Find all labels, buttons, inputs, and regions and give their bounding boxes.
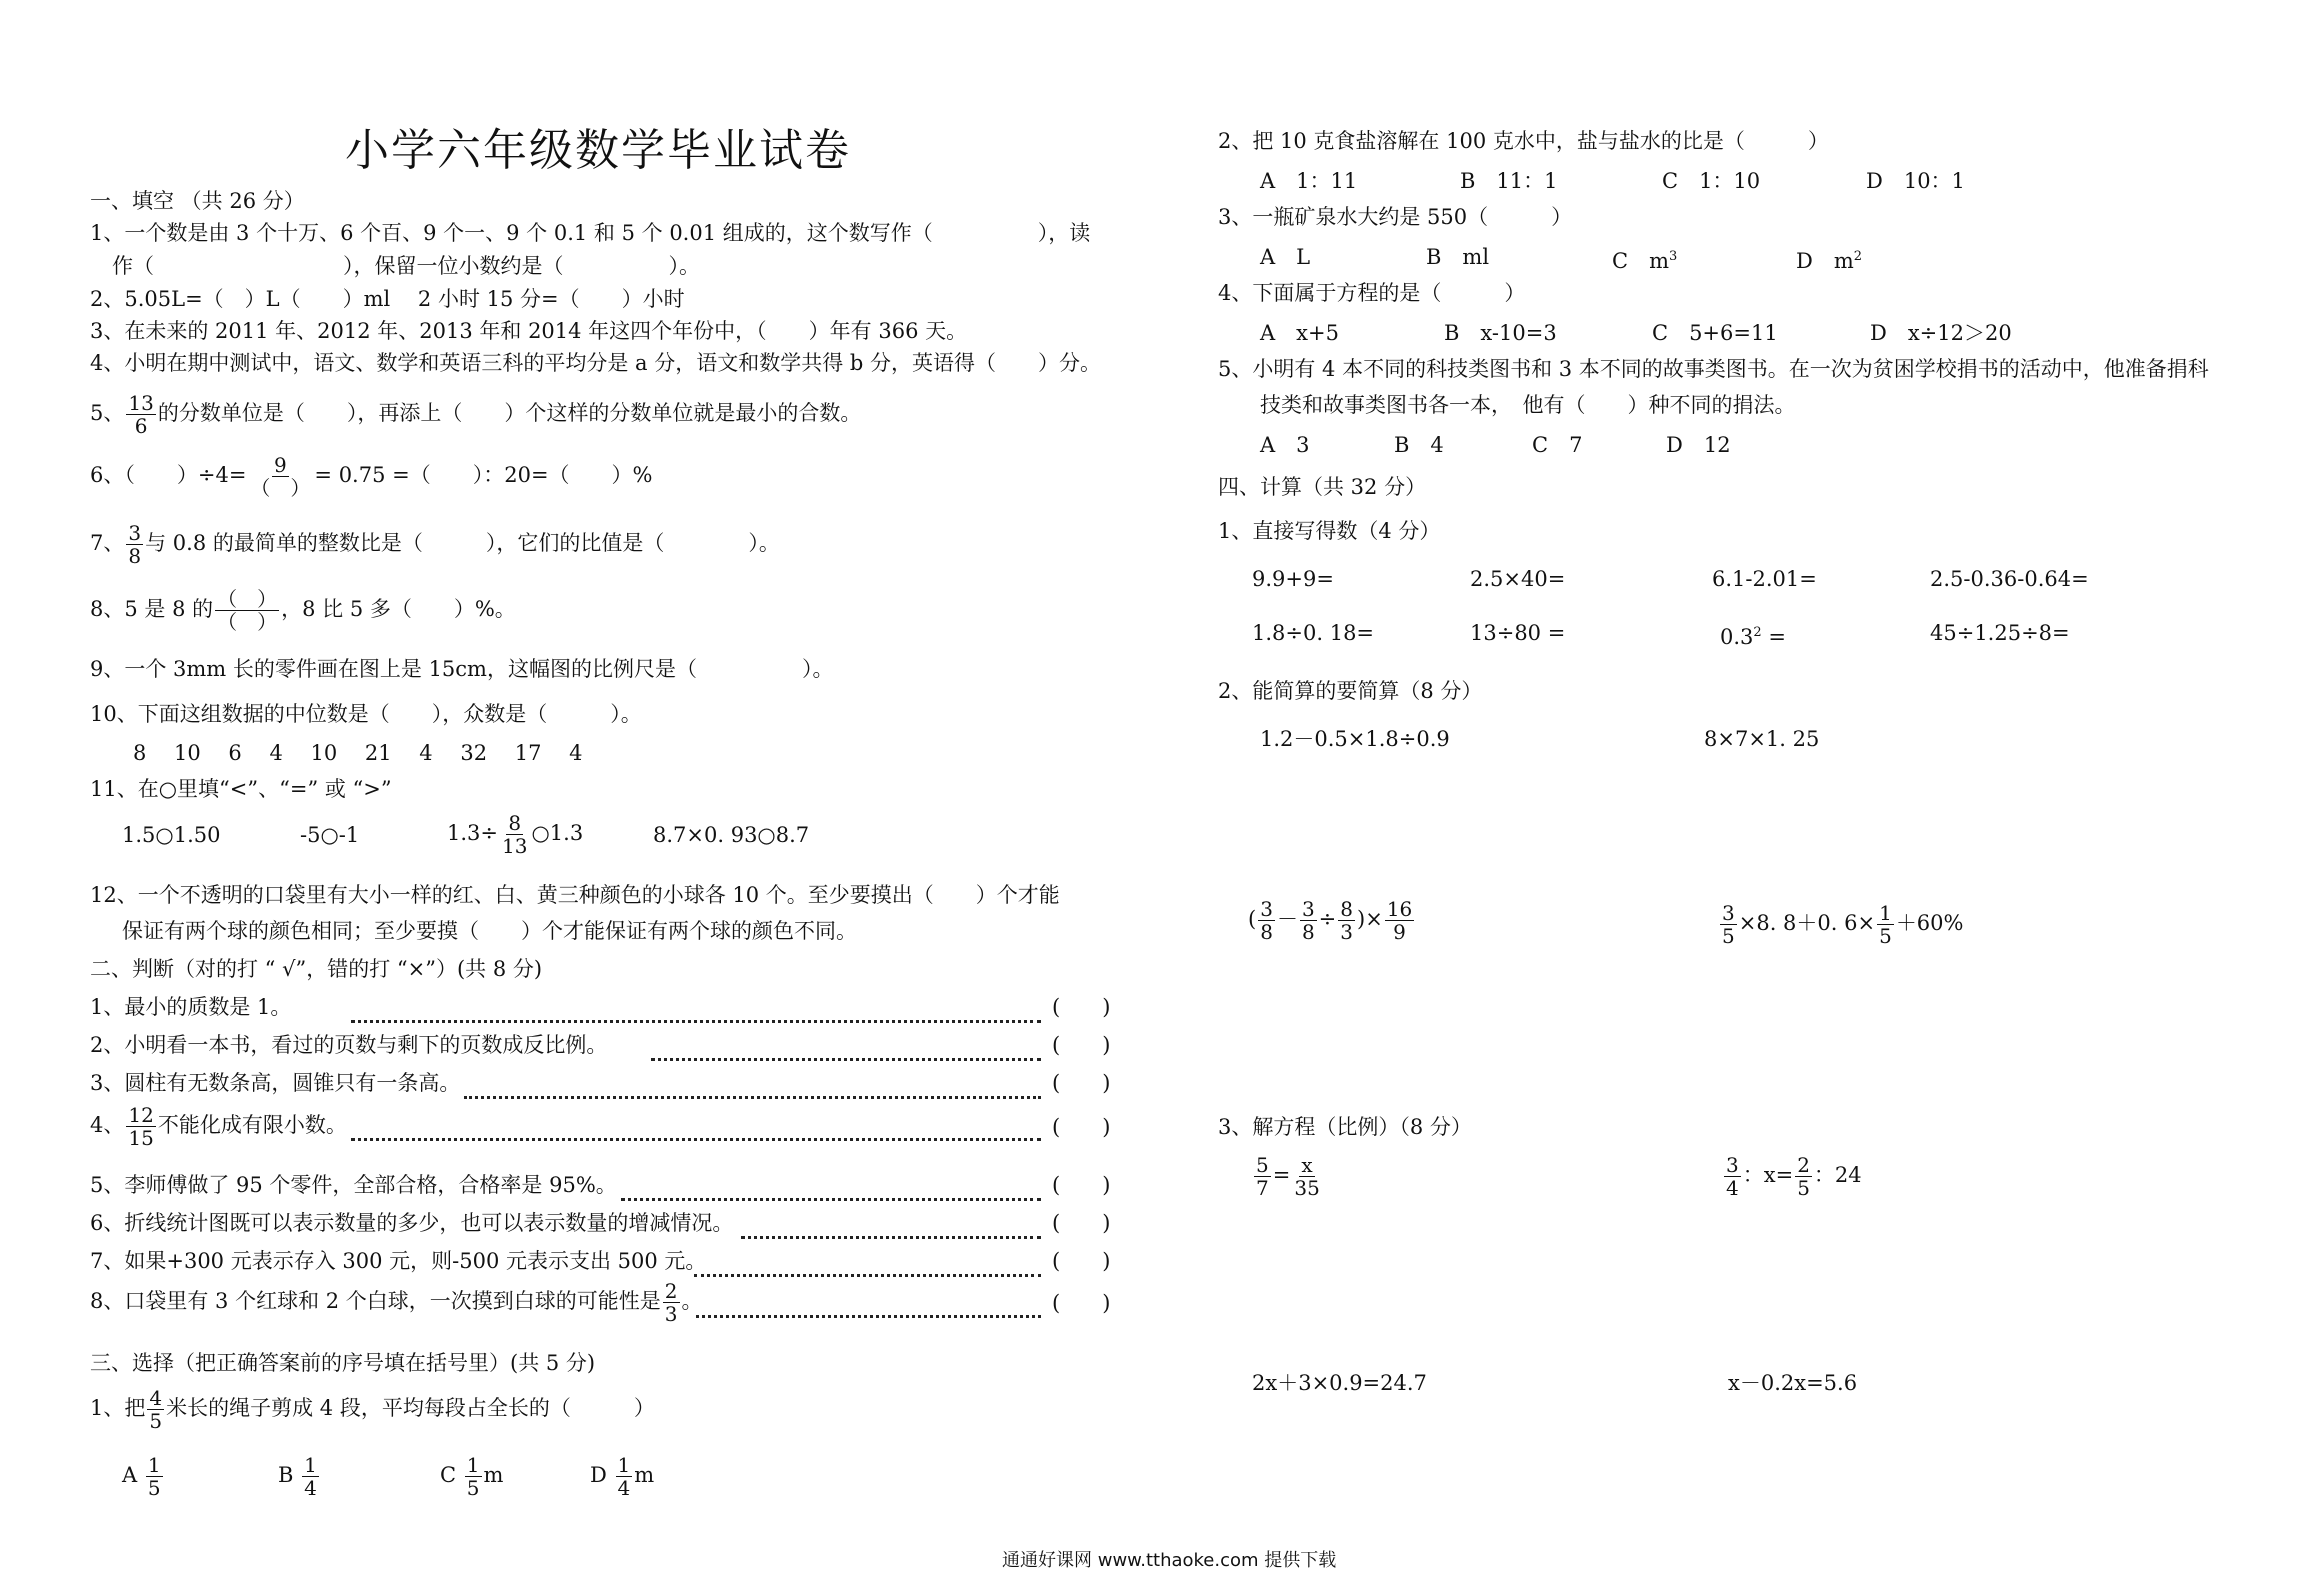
option-fraction: $\frac{1}{5}$ [147,1453,161,1500]
q9: 9、一个 3mm 长的零件画在图上是 15cm，这幅图的比例尺是（ ）。 [90,657,834,681]
fraction: $\frac{2}{5}$ [1797,1153,1810,1200]
calc-item-4: $\frac{3}{5}$ ×8. 8＋0. 6× $\frac{1}{5}$ ＋60% [1722,901,1964,948]
footer-credit: 通通好课网 www.tthaoke.com 提供下载 [1002,1550,1337,1571]
answer-paren[interactable]: ( ) [1052,1071,1111,1095]
fraction: $\frac{x}{35}$ [1294,1153,1320,1200]
choice-q4-option-a[interactable]: A x+5 [1260,321,1339,345]
choice-q1-option-a[interactable]: A $\frac{1}{5}$ [122,1453,161,1500]
q6-fraction: $\frac{9}{( )}$ [250,453,311,500]
judge-8-fraction: $\frac{2}{3}$ [664,1279,678,1326]
choice-q4-option-b[interactable]: B x-10=3 [1444,321,1557,345]
choice-q4-option-d[interactable]: D x÷12＞20 [1870,321,2012,345]
choice-q4: 4、下面属于方程的是（ ） [1218,281,1526,305]
choice-q3: 3、一瓶矿泉水大约是 550（ ） [1218,205,1573,229]
q1-line1: 1、一个数是由 3 个十万、6 个百、9 个一、9 个 0.1 和 5 个 0.01 组成的，这个数写作（ ），读 [90,221,1091,245]
q11: 11、在○里填“<”、“=” 或 “>” [90,777,392,801]
q11-c-fraction: $\frac{8}{13}$ [502,811,528,858]
q12-line1: 12、一个不透明的口袋里有大小一样的红、白、黄三种颜色的小球各 10 个。至少要摸出（ ）个才能 [90,883,1060,907]
choice-q5-option-a[interactable]: A 3 [1260,433,1310,457]
choice-q1-option-c[interactable]: C $\frac{1}{5}$ m [440,1453,504,1500]
q5-fraction: $\frac{13}{6}$ [128,391,154,438]
dotted-leader [345,1125,1047,1151]
page-title: 小学六年级数学毕业试卷 [345,125,851,176]
choice-q3-option-c[interactable]: C $m^3$ [1612,249,1678,273]
choice-q2-option-b[interactable]: B 11：1 [1460,169,1558,193]
choice-q2: 2、把 10 克食盐溶解在 100 克水中，盐与盐水的比是（ ） [1218,129,1829,153]
option-fraction: $\frac{1}{5}$ [466,1453,480,1500]
choice-q3-option-a[interactable]: A L [1260,245,1311,269]
direct-item: 6.1-2.01= [1712,567,1817,591]
equation-3: 2x＋3×0.9=24.7 [1252,1371,1427,1395]
judge-item-1: 1、最小的质数是 1。 [90,995,292,1019]
choice-q1-fraction: $\frac{4}{5}$ [149,1386,163,1433]
sub-heading-direct: 1、直接写得数（4 分） [1218,519,1441,543]
judge-item-8: 8、口袋里有 3 个红球和 2 个白球，一次摸到白球的可能性是 $\frac{2}{3}$ 。 [90,1279,703,1326]
calc-item-1: 1.2－0.5×1.8÷0.9 [1260,727,1450,751]
fraction: $\frac{3}{8}$ [1260,897,1273,944]
fraction: $\frac{3}{5}$ [1722,901,1735,948]
q10-data: 8 10 6 4 10 21 4 32 17 4 [133,741,583,765]
fraction: $\frac{5}{7}$ [1256,1153,1269,1200]
fraction: $\frac{1}{5}$ [1879,901,1892,948]
equation-2: $\frac{3}{4}$ ：x= $\frac{2}{5}$ ：24 [1726,1153,1862,1200]
section4-heading: 四、计算（共 32 分） [1218,475,1427,499]
choice-q2-option-d[interactable]: D 10：1 [1866,169,1965,193]
answer-paren[interactable]: ( ) [1052,1291,1111,1315]
direct-item: 2.5-0.36-0.64= [1930,567,2089,591]
judge-4-fraction: $\frac{12}{15}$ [128,1103,154,1150]
q11-d: 8.7×0. 93○8.7 [653,823,810,847]
choice-q5-line1: 5、小明有 4 本不同的科技类图书和 3 本不同的故事类图书。在一次为贫困学校捐书的活动中，他准备捐科 [1218,357,2209,381]
sub-heading-equation: 3、解方程（比例）（8 分） [1218,1115,1472,1139]
option-fraction: $\frac{1}{4}$ [304,1453,317,1500]
judge-item-4: 4、 $\frac{12}{15}$ 不能化成有限小数。 [90,1103,347,1150]
choice-q5-option-b[interactable]: B 4 [1394,433,1444,457]
q2: 2、5.05L=（ ）L（ ）ml 2 小时 15 分=（ ）小时 [90,287,685,311]
direct-item: 2.5×40= [1470,567,1566,591]
judge-item-7: 7、如果+300 元表示存入 300 元，则-500 元表示支出 500 元。 [90,1249,707,1273]
fraction: $\frac{16}{9}$ [1386,897,1413,944]
fraction: $\frac{3}{8}$ [1301,897,1315,944]
fraction: $\frac{8}{3}$ [1340,897,1354,944]
q8: 8、5 是 8 的 $\frac{( )}{( )}$ ，8 比 5 多（ ）%。 [90,587,516,634]
answer-paren[interactable]: ( ) [1052,1211,1111,1235]
calc-item-2: 8×7×1. 25 [1704,727,1820,751]
choice-q3-option-d[interactable]: D $m^2$ [1796,249,1863,273]
choice-q1-option-d[interactable]: D $\frac{1}{4}$ m [590,1453,655,1500]
choice-q1-option-b[interactable]: B $\frac{1}{4}$ [278,1453,317,1500]
q3: 3、在未来的 2011 年、2012 年、2013 年和 2014 年这四个年份中，（ ）年有 366 天。 [90,319,968,343]
q1-line2: 作（ ），保留一位小数约是（ ）。 [112,254,700,278]
calc-item-3: ( $\frac{3}{8}$ － $\frac{3}{8}$ ÷ $\frac{8}{3}$ )× $\frac{16}{9}$ [1248,897,1413,944]
direct-item: 13÷80 = [1470,621,1566,645]
choice-q4-option-c[interactable]: C 5+6=11 [1652,321,1778,345]
answer-paren[interactable]: ( ) [1052,1173,1111,1197]
dotted-leader [615,1185,1047,1211]
answer-paren[interactable]: ( ) [1052,1115,1111,1139]
q11-a: 1.5○1.50 [122,823,221,847]
section2-heading: 二、判断（对的打 “ √”，错的打 “×”）(共 8 分) [90,957,543,981]
answer-paren[interactable]: ( ) [1052,1249,1111,1273]
q7: 7、 $\frac{3}{8}$ 与 0.8 的最简单的整数比是（ ），它们的比值是（ ）。 [90,521,780,568]
q5: 5、 $\frac{13}{6}$ 的分数单位是（ ），再添上（ ）个这样的分数单位就是最小的合数。 [90,391,862,438]
judge-item-3: 3、圆柱有无数条高，圆锥只有一条高。 [90,1071,461,1095]
dotted-leader [345,1007,1047,1033]
fraction: $\frac{3}{4}$ [1726,1153,1739,1200]
judge-item-6: 6、折线统计图既可以表示数量的多少，也可以表示数量的增减情况。 [90,1211,734,1235]
choice-q5-option-c[interactable]: C 7 [1532,433,1583,457]
q8-fraction: $\frac{( )}{( )}$ [217,587,278,634]
choice-q3-option-b[interactable]: B ml [1426,245,1490,269]
choice-q2-option-a[interactable]: A 1：11 [1260,169,1358,193]
judge-item-5: 5、李师傅做了 95 个零件，全部合格，合格率是 95%。 [90,1173,617,1197]
dotted-leader [690,1302,1047,1328]
q6: 6、（ ）÷4= $\frac{9}{( )}$ = 0.75 =（ ）：20=（ ）% [90,453,653,500]
q11-b: -5○-1 [300,823,360,847]
judge-item-2: 2、小明看一本书，看过的页数与剩下的页数成反比例。 [90,1033,608,1057]
sub-heading-simplify: 2、能简算的要简算（8 分） [1218,679,1483,703]
equation-1: $\frac{5}{7}$ = $\frac{x}{35}$ [1256,1153,1320,1200]
section1-heading: 一、填空 （共 26 分） [90,189,305,213]
q11-c: 1.3÷ $\frac{8}{13}$ ○1.3 [447,811,584,858]
choice-q2-option-c[interactable]: C 1：10 [1662,169,1761,193]
answer-paren[interactable]: ( ) [1052,995,1111,1019]
direct-item: 9.9+9= [1252,567,1334,591]
direct-item: $0.3^2$ = [1720,625,1786,649]
choice-q1: 1、把 $\frac{4}{5}$ 米长的绳子剪成 4 段，平均每段占全长的（ ） [90,1386,655,1433]
choice-q5-line2: 技类和故事类图书各一本， 他有（ ）种不同的捐法。 [1260,393,1796,417]
dotted-leader [735,1223,1047,1249]
q10: 10、下面这组数据的中位数是（ ），众数是（ ）。 [90,702,642,726]
dotted-leader [688,1261,1047,1287]
section3-heading: 三、选择（把正确答案前的序号填在括号里）(共 5 分) [90,1351,596,1375]
dotted-leader [458,1083,1047,1109]
equation-4: x－0.2x=5.6 [1728,1371,1858,1395]
choice-q5-option-d[interactable]: D 12 [1666,433,1731,457]
direct-item: 45÷1.25÷8= [1930,621,2070,645]
direct-item: 1.8÷0. 18= [1252,621,1375,645]
q4: 4、小明在期中测试中，语文、数学和英语三科的平均分是 a 分，语文和数学共得 b 分，英语得（ ）分。 [90,351,1102,375]
option-fraction: $\frac{1}{4}$ [617,1453,631,1500]
answer-paren[interactable]: ( ) [1052,1033,1111,1057]
q12-line2: 保证有两个球的颜色相同；至少要摸（ ）个才能保证有两个球的颜色不同。 [122,919,857,943]
q7-fraction: $\frac{3}{8}$ [128,521,142,568]
dotted-leader [645,1045,1047,1071]
